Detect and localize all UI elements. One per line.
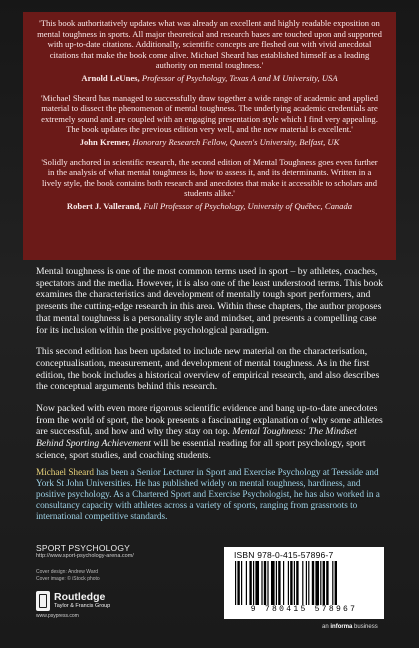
barcode-stripe xyxy=(261,561,262,605)
barcode-stripe xyxy=(264,561,266,605)
barcode-stripe xyxy=(302,561,303,605)
publisher-logo xyxy=(36,590,110,612)
barcode-stripe xyxy=(267,561,268,605)
barcode-stripe xyxy=(288,561,289,605)
description-paragraph-2: This second edition has been updated to include new material on the characterisation, conceptualisation, measurement, and development of mental toughness. As in the first edition, the book includes a historical overview of empirical research, and also describes the conceptual arguments behind this research. xyxy=(36,346,380,393)
barcode-stripe xyxy=(290,561,292,605)
publisher-group: Taylor & Francis Group xyxy=(54,603,111,610)
description-paragraph-3 xyxy=(36,403,385,462)
barcode-stripe xyxy=(312,561,314,605)
book-title-italic: Mental Toughness: The Mindset Behind Sporting Achievement xyxy=(36,426,357,450)
barcode-stripe xyxy=(323,561,325,605)
cover-design-credit: Cover design: Andrew Ward xyxy=(36,569,99,575)
author-bio xyxy=(36,467,385,522)
informa-prefix: an xyxy=(322,624,329,630)
barcode-stripe xyxy=(315,561,319,605)
barcode-stripe xyxy=(335,561,337,605)
barcode-stripe xyxy=(308,561,309,605)
description-p3-start: Now packed with even more rigorous scientific evidence and bang up-to-date anecdotes from the world of sport, the book presents a fascinating explanation of why some athletes are successful, and how and why they stay on top. xyxy=(36,403,383,438)
barcode-stripe xyxy=(246,561,247,605)
endorsement-quotes xyxy=(23,12,396,260)
barcode-stripe xyxy=(332,561,333,605)
quote-text-2: 'Michael Sheard has managed to successfully draw together a wide range of academic and applied material to dissect the phenomenon of mental toughness. The underlying academic credentials are extremely sound and are coupled with an engaging presentation style which I find very appealing. The book updates the previous edition very well, and the new material is excellent.' xyxy=(40,92,379,135)
barcode-bars xyxy=(234,561,374,605)
barcode-stripe xyxy=(241,561,242,605)
barcode-stripe xyxy=(294,561,295,605)
barcode-stripe xyxy=(326,561,328,605)
quote-text-3: 'Solidly anchored in scientific research, the second edition of Mental Toughness goes even further in the analysis of what mental toughness is, how to assess it, and its determinants. Written in a lively style, the book contains both research and anecdotes that make it accessible to scholars and students alike.' xyxy=(41,156,378,199)
informa-business-tag xyxy=(322,624,378,630)
barcode-stripe xyxy=(320,561,321,605)
barcode-stripe xyxy=(283,561,284,605)
barcode-stripe xyxy=(249,561,251,605)
series-name: SPORT PSYCHOLOGY xyxy=(36,543,131,553)
cover-credits xyxy=(36,569,100,582)
isbn-barcode xyxy=(224,547,384,619)
barcode-stripe xyxy=(235,561,236,605)
quote-attribution-2 xyxy=(37,137,382,148)
quote-attribution-1 xyxy=(37,73,382,84)
publisher-name: Routledge xyxy=(54,591,106,604)
barcode-stripe xyxy=(255,561,259,605)
quote-author-1: Arnold LeUnes, xyxy=(81,72,140,83)
publisher-url: www.psypress.com xyxy=(36,613,79,619)
quote-author-2: John Kremer, xyxy=(79,136,131,147)
informa-suffix: business xyxy=(354,624,378,630)
author-name: Michael Sheard xyxy=(36,467,94,477)
barcode-stripe xyxy=(296,561,298,605)
description-p3-end: will be essential reading for all sport psychology, sport science, sport studies, and coaching students. xyxy=(36,438,366,461)
quote-text-1: 'This book authoritatively updates what was already an excellent and highly readable exposition on mental toughness in sports. All major theoretical and research bases are touched upon and supported with up-to-date citations. Additionally, scientific concepts are fleshed out with vivid anecdotal citations that make the book come alive. Michael Sheard has established himself as a leading authority on mental toughness.' xyxy=(37,18,382,71)
barcode-stripe xyxy=(276,561,277,605)
book-description xyxy=(36,266,385,472)
quote-role-2: Honorary Research Fellow, Queen's University, Belfast, UK xyxy=(132,136,340,147)
quote-role-1: Professor of Psychology, Texas A and M University, USA xyxy=(141,72,338,83)
informa-brand: informa xyxy=(330,624,353,630)
barcode-stripe xyxy=(237,561,239,605)
barcode-stripe xyxy=(271,561,275,605)
author-bio-text: has been a Senior Lecturer in Sport and Exercise Psychology at Teesside and York St John Universities. He has published widely on mental toughness, hardiness, and positive psychology. As a Chartered Sport and Exercise Psychologist, he has also worked in a consultancy capacity with athletes across a variety of sports, ranging from grassroots to international competitive standards. xyxy=(36,467,380,522)
cover-image-credit: Cover image: © iStock photo xyxy=(36,575,100,582)
routledge-logo-icon xyxy=(36,591,50,611)
barcode-stripe xyxy=(253,561,254,605)
quote-author-3: Robert J. Vallerand, xyxy=(66,200,142,211)
quote-role-3: Full Professor of Psychology, University of Québec, Canada xyxy=(143,200,353,211)
isbn-label: ISBN 978-0-415-57896-7 xyxy=(234,550,334,560)
description-paragraph-1: Mental toughness is one of the most common terms used in sport – by athletes, coaches, spectators and the media. However, it is also one of the least understood terms. This book examines the characteristics and development of mentally tough sport performers, and presents the cutting-edge research in this area. Within these chapters, the author proposes that mental toughness is a personality style and mindset, and presents a compelling case for its inclusion within the positive psychological paradigm. xyxy=(36,266,384,336)
barcode-stripe xyxy=(306,561,307,605)
quote-attribution-3 xyxy=(37,201,382,212)
series-url: http://www.sport-psychology-arena.com/ xyxy=(36,553,134,559)
barcode-digits: 9 780415 578967 xyxy=(250,605,358,614)
barcode-stripe xyxy=(278,561,280,605)
